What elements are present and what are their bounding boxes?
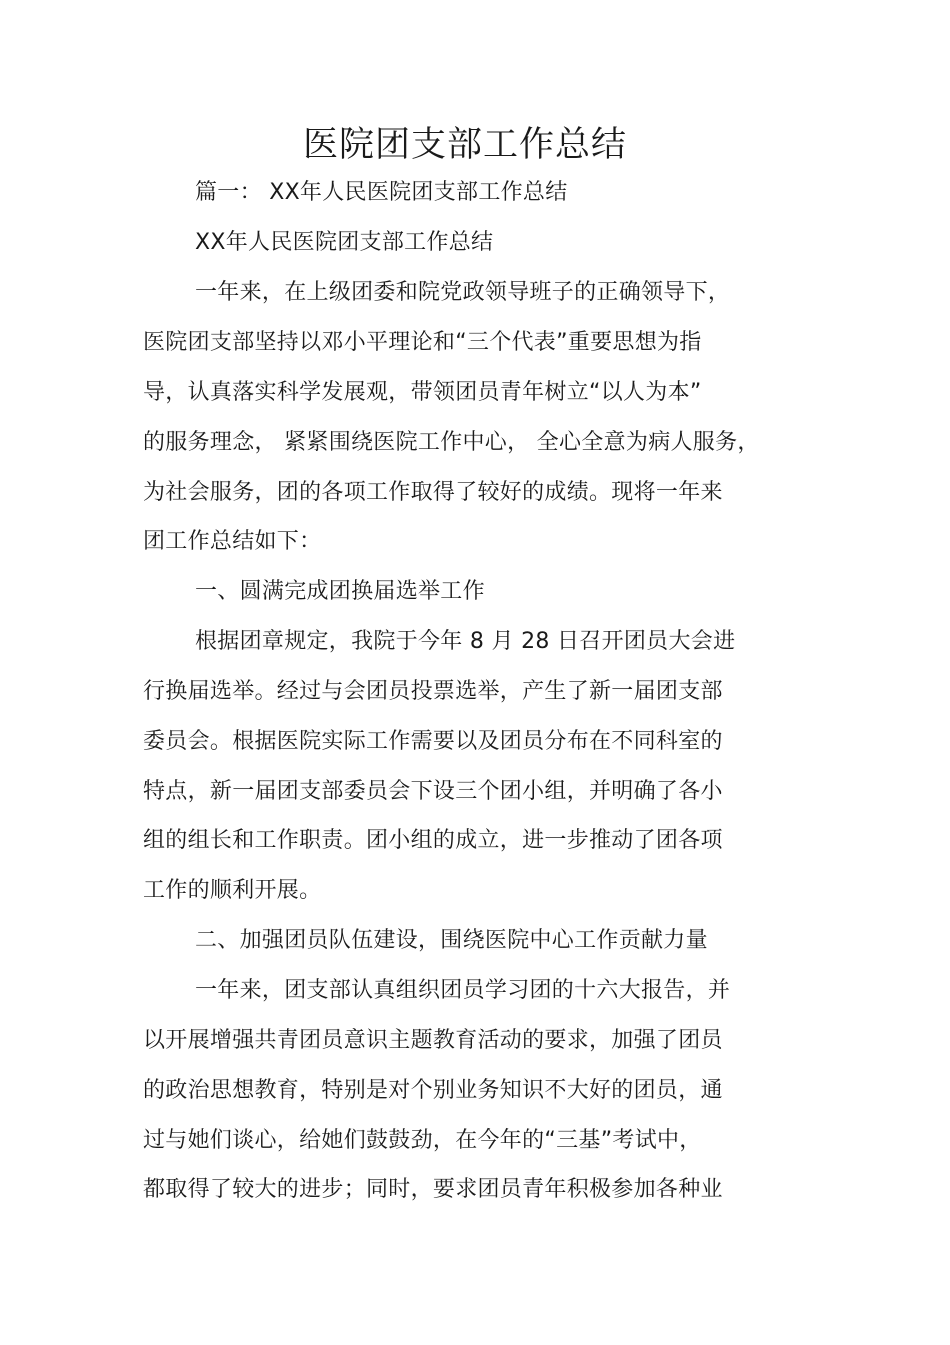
paragraph-line: 团工作总结如下：	[143, 529, 322, 554]
paragraph-line: 一年来，在上级团委和院党政领导班子的正确领导下，	[195, 280, 731, 305]
paragraph-line: 的政治思想教育，特别是对个别业务知识不大好的团员，通	[143, 1078, 723, 1103]
paragraph-line: 委员会。根据医院实际工作需要以及团员分布在不同科室的	[143, 729, 723, 754]
paragraph-line: 工作的顺利开展。	[143, 878, 322, 903]
paragraph-line: 都取得了较大的进步；同时，要求团员青年积极参加各种业	[143, 1177, 723, 1202]
article-subtitle: XX年人民医院团支部工作总结	[195, 230, 494, 255]
paragraph-line: 医院团支部坚持以邓小平理论和“三个代表”重要思想为指	[143, 330, 702, 355]
article-heading: 篇一： XX年人民医院团支部工作总结	[195, 180, 568, 205]
paragraph-line: 过与她们谈心，给她们鼓鼓劲，在今年的“三基”考试中，	[143, 1128, 702, 1153]
section-heading: 一、圆满完成团换届选举工作	[195, 579, 485, 604]
paragraph-line: 特点，新一届团支部委员会下设三个团小组，并明确了各小	[143, 779, 723, 804]
paragraph-line: 行换届选举。经过与会团员投票选举，产生了新一届团支部	[143, 679, 723, 704]
paragraph-line: 以开展增强共青团员意识主题教育活动的要求，加强了团员	[143, 1028, 723, 1053]
paragraph-line: 的服务理念， 紧紧围绕医院工作中心， 全心全意为病人服务，	[143, 430, 760, 455]
paragraph-line: 一年来，团支部认真组织团员学习团的十六大报告，并	[195, 978, 731, 1003]
paragraph-line: 为社会服务，团的各项工作取得了较好的成绩。现将一年来	[143, 480, 723, 505]
document-title: 医院团支部工作总结	[302, 125, 627, 165]
paragraph-line: 组的组长和工作职责。团小组的成立，进一步推动了团各项	[143, 828, 723, 853]
section-heading: 二、加强团员队伍建设，围绕医院中心工作贡献力量	[195, 928, 708, 953]
paragraph-line: 根据团章规定，我院于今年 8 月 28 日召开团员大会进	[195, 629, 736, 654]
paragraph-line: 导，认真落实科学发展观，带领团员青年树立“以人为本”	[143, 380, 702, 405]
